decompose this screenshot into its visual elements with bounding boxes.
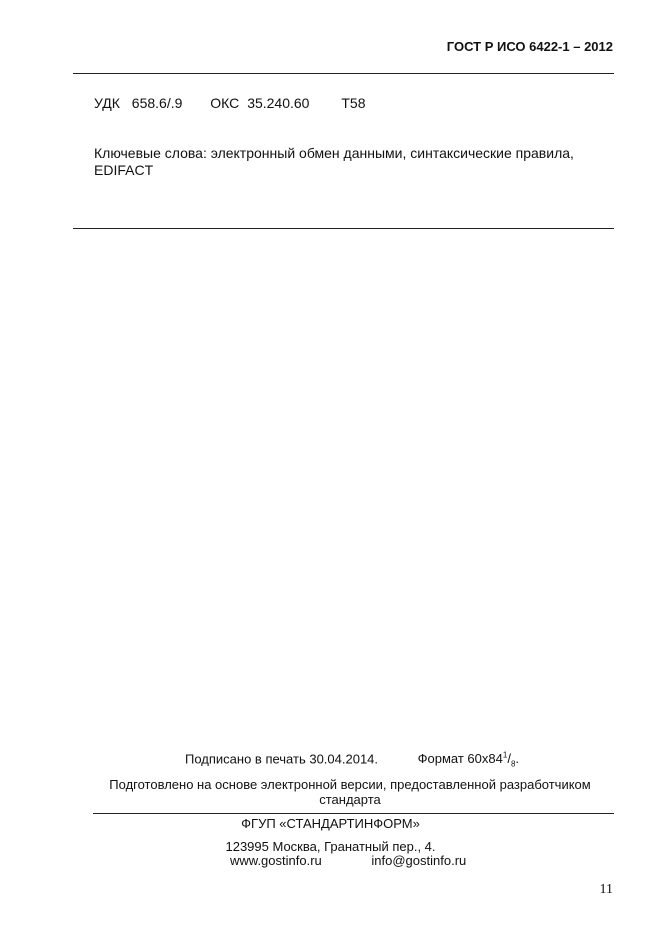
publisher-rule (93, 813, 614, 814)
classification-line (94, 95, 366, 111)
page-number: 11 (599, 882, 613, 897)
classification-code: Т58 (341, 95, 366, 111)
contact-line (230, 853, 466, 868)
imprint-signed-line (185, 751, 519, 769)
udk-value: 658.6/.9 (131, 95, 183, 111)
prepared-note: Подготовлено на основе электронной версии, предоставленной разработчиком стандарта (109, 777, 591, 807)
keywords (94, 145, 614, 179)
publisher-address: 123995 Москва, Гранатный пер., 4. (225, 839, 436, 854)
udk-label: УДК (94, 95, 120, 111)
email-link[interactable]: info@gostinfo.ru (371, 853, 467, 868)
prepared-note-block (0, 777, 661, 807)
publisher-name: ФГУП «СТАНДАРТИНФОРМ» (241, 816, 420, 831)
oks-value: 35.240.60 (247, 95, 310, 111)
keywords-rule (73, 228, 614, 229)
signed-date: Подписано в печать 30.04.2014. (185, 751, 379, 767)
paper-format: Формат $60x84^1/_8$. (417, 751, 520, 769)
keywords-label: Ключевые слова: (94, 145, 207, 161)
oks-label: ОКС (210, 95, 240, 111)
standard-code-header: ГОСТ Р ИСО 6422-1 – 2012 (446, 39, 613, 54)
header-rule (73, 73, 614, 74)
website-link[interactable]: www.gostinfo.ru (230, 853, 322, 868)
keywords-text: электронный обмен данными, синтаксические правила, EDIFACT (94, 145, 574, 178)
